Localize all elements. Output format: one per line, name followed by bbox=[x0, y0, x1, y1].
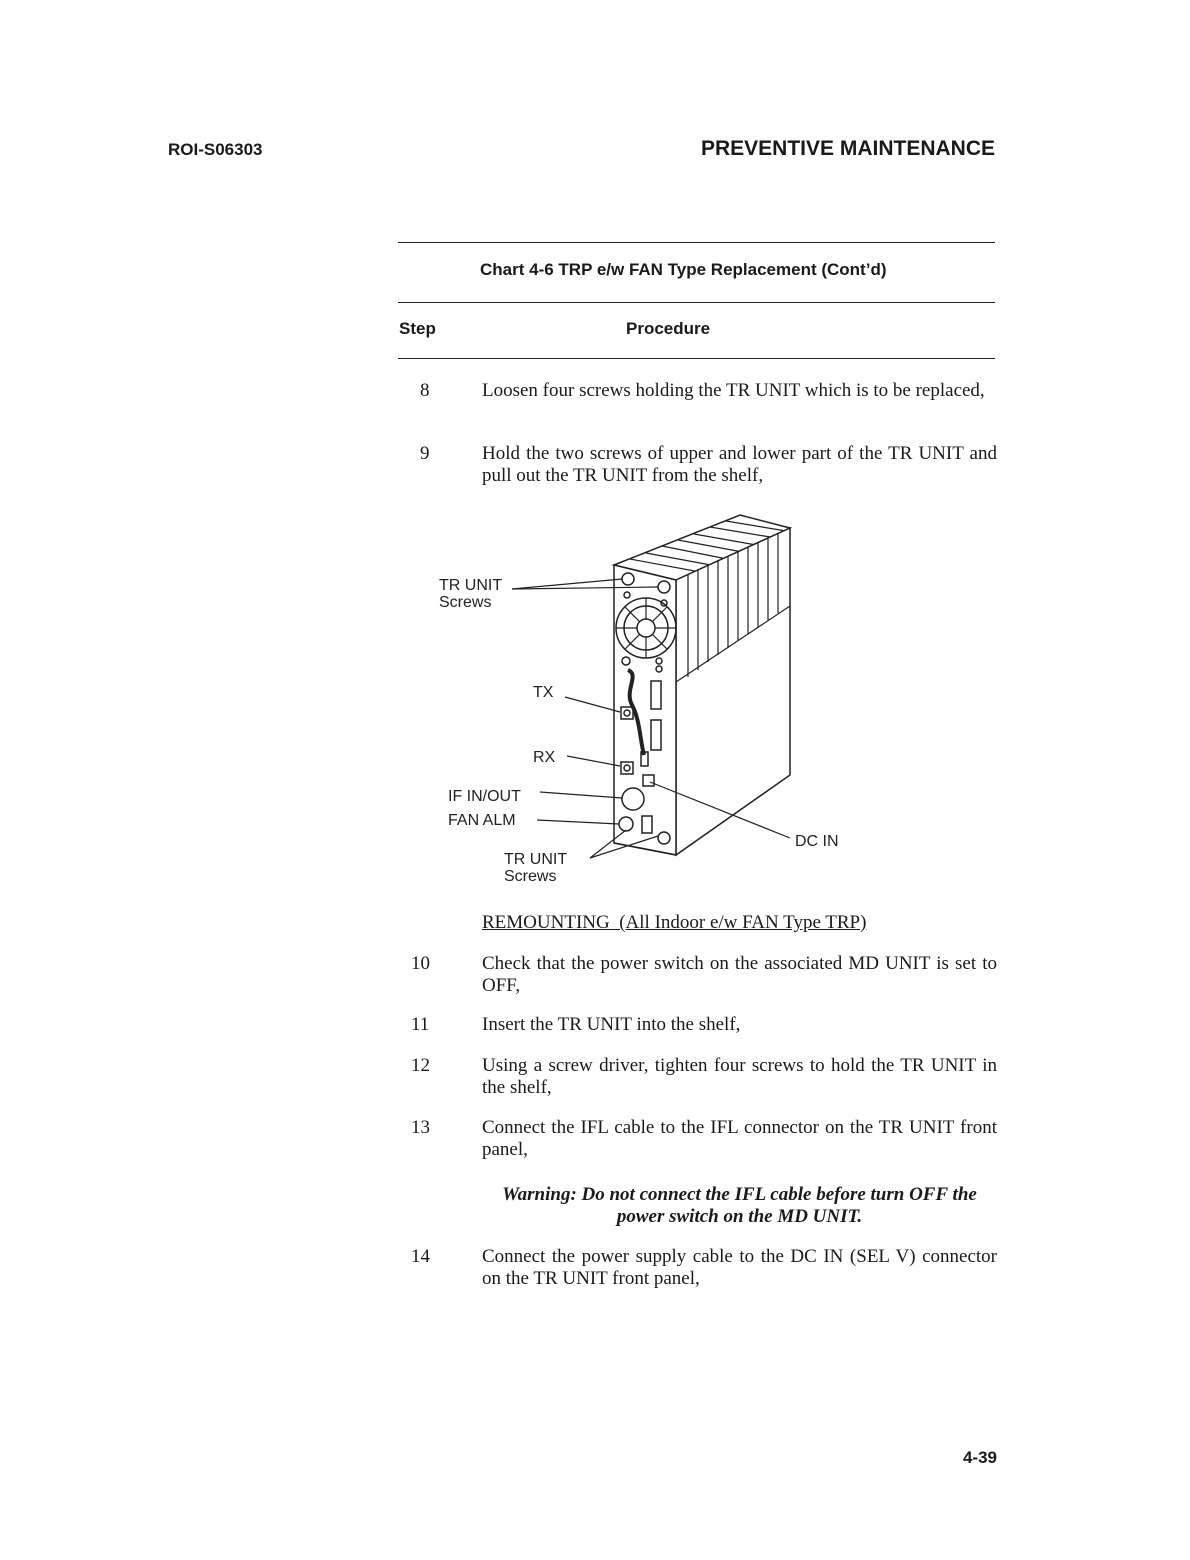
step-9-text: Hold the two screws of upper and lower part of the TR UNIT and pull out the TR UNIT from the shelf, bbox=[482, 443, 997, 486]
remounting-heading: REMOUNTING (All Indoor e/w FAN Type TRP) bbox=[482, 912, 867, 933]
label-tr-unit-bottom: TR UNIT bbox=[504, 851, 568, 868]
step-8-number: 8 bbox=[420, 380, 430, 401]
label-screws-top: Screws bbox=[439, 594, 492, 611]
col-step-header: Step bbox=[399, 319, 436, 338]
step-10-number: 10 bbox=[411, 953, 430, 974]
section-title: PREVENTIVE MAINTENANCE bbox=[700, 137, 995, 160]
label-tx: TX bbox=[533, 684, 554, 701]
page-number: 4-39 bbox=[962, 1448, 997, 1467]
label-if-in-out: IF IN/OUT bbox=[448, 788, 521, 805]
label-tr-unit-top: TR UNIT bbox=[439, 577, 503, 594]
warning-line-1: Warning: Do not connect the IFL cable before turn OFF the bbox=[502, 1184, 977, 1205]
step-14-text: Connect the power supply cable to the DC IN (SEL V) connector on the TR UNIT front panel, bbox=[482, 1246, 997, 1289]
label-rx: RX bbox=[533, 749, 556, 766]
step-14-number: 14 bbox=[411, 1246, 430, 1267]
step-8-text: Loosen four screws holding the TR UNIT which is to be replaced, bbox=[482, 380, 985, 401]
step-11-number: 11 bbox=[411, 1014, 430, 1035]
chart-title: Chart 4-6 TRP e/w FAN Type Replacement (Cont’d) bbox=[480, 260, 887, 279]
label-fan-alm: FAN ALM bbox=[448, 812, 516, 829]
doc-id: ROI-S06303 bbox=[168, 140, 263, 159]
step-12-text: Using a screw driver, tighten four screws to hold the TR UNIT in the shelf, bbox=[482, 1055, 997, 1098]
label-dc-in: DC IN bbox=[795, 833, 839, 850]
col-procedure-header: Procedure bbox=[626, 319, 711, 338]
step-9-number: 9 bbox=[420, 443, 430, 464]
step-12-number: 12 bbox=[411, 1055, 430, 1076]
warning-line-2: power switch on the MD UNIT. bbox=[616, 1206, 863, 1227]
step-10-text: Check that the power switch on the associated MD UNIT is set to OFF, bbox=[482, 953, 997, 996]
step-11-text: Insert the TR UNIT into the shelf, bbox=[482, 1014, 741, 1035]
step-13-number: 13 bbox=[411, 1117, 430, 1138]
label-screws-bottom: Screws bbox=[504, 868, 557, 885]
step-13-text: Connect the IFL cable to the IFL connector on the TR UNIT front panel, bbox=[482, 1117, 997, 1160]
